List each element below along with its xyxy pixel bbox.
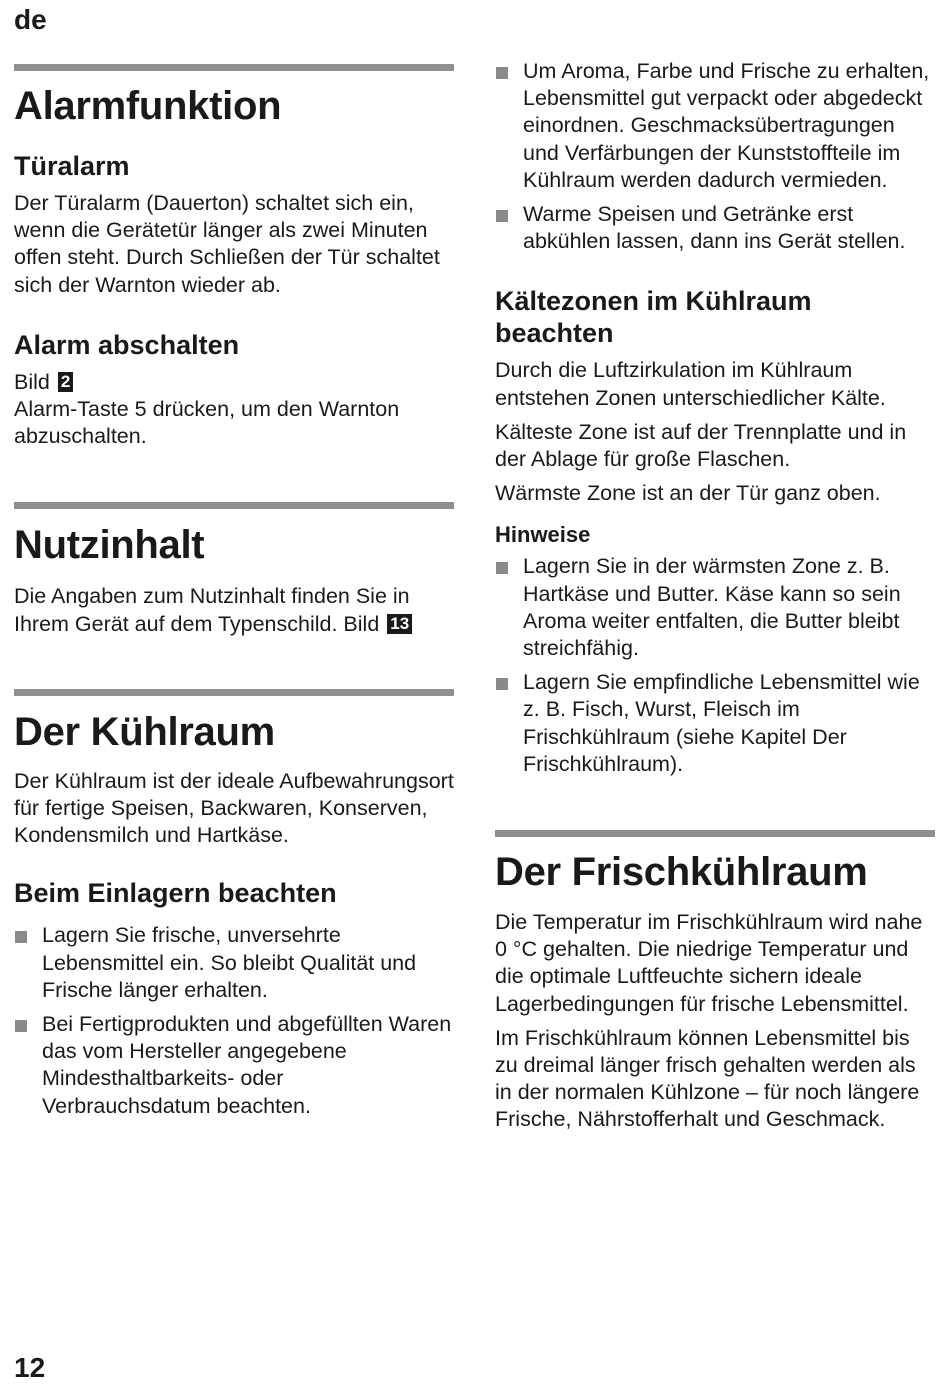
tueralarm-text: Der Türalarm (Dauerton) schaltet sich ein, wenn die Gerätetür länger als zwei Minuten offen steht. Durch Schließen der Tür schaltet sich der Warnton wieder ab. — [14, 191, 440, 297]
kaeltezonen-text-3: Wärmste Zone ist an der Tür ganz oben. — [495, 481, 881, 506]
hinweise-list — [495, 553, 935, 778]
list-item — [495, 553, 935, 662]
square-bullet-icon — [496, 67, 508, 79]
kaeltezonen-text-2: Kälteste Zone ist auf der Trennplatte und in der Ablage für große Flaschen. — [495, 419, 907, 472]
alarm-abschalten-heading: Alarm abschalten — [14, 329, 240, 360]
list-item — [14, 1011, 454, 1120]
kaeltezonen-heading: Kältezonen im Kühlraum beachten — [495, 286, 812, 349]
square-bullet-icon — [496, 562, 508, 574]
list-item — [495, 669, 935, 778]
list-item-text: Warme Speisen und Getränke erst abkühlen lassen, dann ins Gerät stellen. — [523, 202, 906, 254]
frischkuehlraum-heading: Der Frischkühlraum — [495, 850, 868, 895]
page-number: 12 — [14, 1352, 46, 1383]
einlagern-list — [14, 922, 454, 1119]
nutzinhalt-sentence: Die Angaben zum Nutzinhalt finden Sie in Ihrem Gerät auf dem Typenschild. Bild — [14, 584, 410, 636]
nutzinhalt-heading: Nutzinhalt — [14, 523, 205, 568]
language-label: de — [14, 4, 47, 35]
figure-number-badge: 2 — [58, 372, 73, 392]
list-item — [495, 201, 935, 255]
square-bullet-icon — [496, 678, 508, 690]
kuehlraum-heading: Der Kühlraum — [14, 709, 275, 754]
tueralarm-heading: Türalarm — [14, 151, 130, 181]
hinweise-heading: Hinweise — [495, 522, 591, 548]
alarm-figure-reference — [14, 369, 454, 396]
list-item-text: Bei Fertigprodukten und abgefüllten Waren das vom Hersteller angegebene Mindesthaltbarkeits- oder Verbrauchsdatum beachten. — [42, 1012, 452, 1118]
section-divider — [14, 64, 454, 71]
frischkuehlraum-text-2: Im Frischkühlraum können Lebensmittel bis zu dreimal länger frisch gehalten werden als in der normalen Kühlzone – für noch längere Frische, Nährstofferhalt und Geschmack. — [495, 1025, 920, 1132]
kuehlraum-text: Der Kühlraum ist der ideale Aufbewahrungsort für fertige Speisen, Backwaren, Konserven, Kondensmilch und Hartkäse. — [14, 768, 454, 848]
list-item — [495, 58, 935, 194]
einlagern-heading: Beim Einlagern beachten — [14, 878, 337, 909]
storage-tips-list — [495, 58, 935, 255]
list-item-text: Lagern Sie frische, unversehrte Lebensmittel ein. So bleibt Qualität und Frische länger erhalten. — [42, 923, 417, 1002]
alarmfunktion-heading: Alarmfunktion — [14, 84, 282, 128]
figure-number-badge: 13 — [387, 614, 412, 634]
frischkuehlraum-text-1: Die Temperatur im Frischkühlraum wird nahe 0 °C gehalten. Die niedrige Temperatur und die optimale Luftfeuchte sichern ideale Lagerbedingungen für frische Lebensmittel. — [495, 910, 923, 1016]
list-item — [14, 922, 454, 1004]
section-divider — [14, 689, 454, 696]
square-bullet-icon — [496, 210, 508, 222]
nutzinhalt-text — [14, 583, 454, 637]
list-item-text: Lagern Sie empfindliche Lebensmittel wie z. B. Fisch, Wurst, Fleisch im Frischkühlraum (siehe Kapitel Der Frischkühlraum). — [523, 670, 920, 776]
left-column — [14, 64, 454, 1120]
right-column — [495, 58, 935, 1134]
list-item-text: Lagern Sie in der wärmsten Zone z. B. Hartkäse und Butter. Käse kann so sein Aroma weiter entfalten, die Butter bleibt streichfähig. — [523, 554, 901, 661]
square-bullet-icon — [15, 1020, 27, 1032]
figure-label: Bild — [14, 369, 50, 394]
kaeltezonen-text-1: Durch die Luftzirkulation im Kühlraum entstehen Zonen unterschiedlicher Kälte. — [495, 358, 886, 410]
section-divider — [495, 830, 935, 837]
section-divider — [14, 502, 454, 509]
square-bullet-icon — [15, 931, 27, 943]
alarm-abschalten-text: Alarm-Taste 5 drücken, um den Warnton abzuschalten. — [14, 397, 400, 449]
list-item-text: Um Aroma, Farbe und Frische zu erhalten, Lebensmittel gut verpackt oder abgedeckt einordnen. Geschmacksübertragungen und Verfärbungen der Kunststoffteile im Kühlraum werden dadurch vermieden. — [523, 59, 930, 192]
